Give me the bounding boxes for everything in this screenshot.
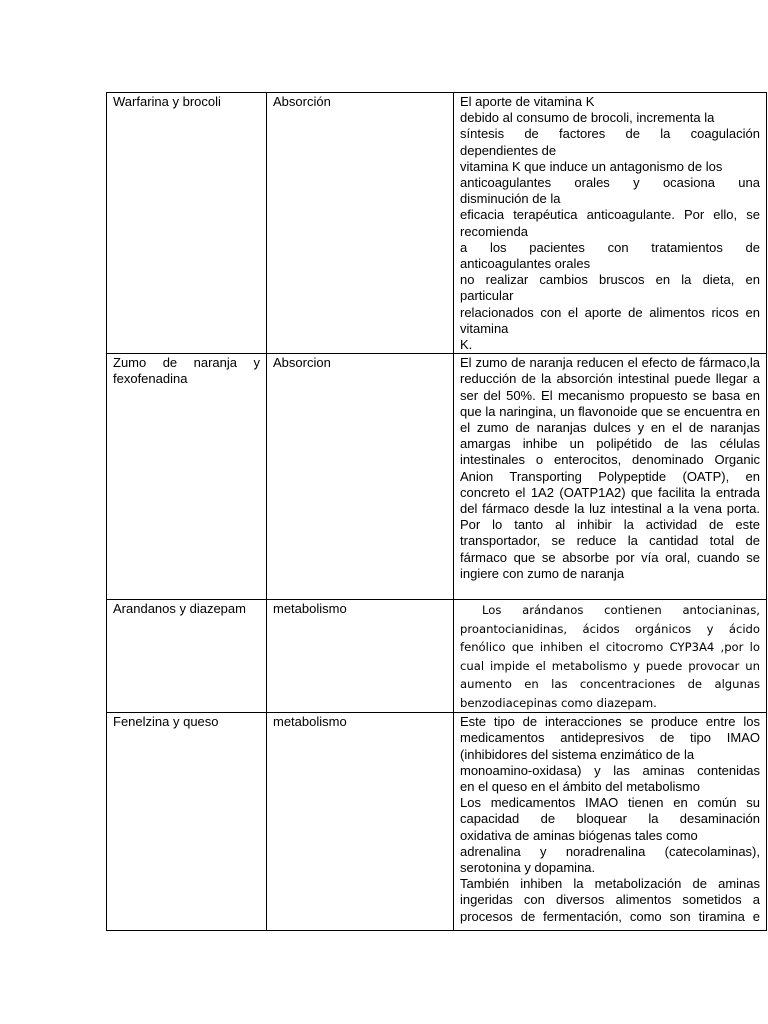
description-line: También inhiben la metabolización de aminas xyxy=(460,876,760,892)
description-line: capacidad de bloquear la desaminación xyxy=(460,811,760,827)
description-line: ingeridas con diversos alimentos sometidos a xyxy=(460,892,760,908)
description-line: oxidativa de aminas biógenas tales como xyxy=(460,827,698,843)
process-cell: metabolismo xyxy=(267,713,454,931)
description-line: K. xyxy=(460,337,473,353)
table-row xyxy=(107,713,767,931)
interactions-table xyxy=(106,92,767,931)
description-text: Los arándanos contienen antocianinas, proantocianidinas, ácidos orgánicos y ácido fenólico que inhiben el citocromo CYP3A4 ,por lo cual impide el metabolismo y puede provocar un aumento en las concentraciones de algunas benzodiacepinas como diazepam. xyxy=(460,603,760,710)
description-line: relacionados con el aporte de alimentos ricos en xyxy=(460,304,760,320)
description-line: particular xyxy=(460,288,514,304)
description-line: anticoagulantes orales xyxy=(460,256,591,272)
description-line: procesos de fermentación, como son tiramina e xyxy=(460,908,760,924)
description-cell xyxy=(454,600,767,713)
interaction-cell: Zumo de naranja y fexofenadina xyxy=(107,354,267,600)
description-line: Este tipo de interacciones se produce entre los xyxy=(460,714,760,730)
description-line: medicamentos antidepresivos de tipo IMAO xyxy=(460,730,760,746)
description-lines xyxy=(460,714,760,930)
interaction-cell: Warfarina y brocoli xyxy=(107,93,267,354)
interaction-cell: Fenelzina y queso xyxy=(107,713,267,931)
description-line: (inhibidores del sistema enzimático de la xyxy=(460,746,695,762)
description-line: monoamino-oxidasa) y las aminas contenidas xyxy=(460,762,760,778)
description-cell xyxy=(454,354,767,600)
description-line: serotonina y dopamina. xyxy=(460,860,596,876)
interaction-cell: Arandanos y diazepam xyxy=(107,600,267,713)
description-line: vitamina xyxy=(460,320,509,336)
description-line: anticoagulantes orales y ocasiona una xyxy=(460,175,760,191)
process-cell: metabolismo xyxy=(267,600,454,713)
description-line: vitamina K que induce un antagonismo de los xyxy=(460,158,723,174)
description-line: a los pacientes con tratamientos de xyxy=(460,239,760,255)
description-line: Los medicamentos IMAO tienen en común su xyxy=(460,795,760,811)
description-cell xyxy=(454,713,767,931)
table-row xyxy=(107,600,767,713)
description-text: El zumo de naranja reducen el efecto de fármaco,la reducción de la absorción intestinal puede llegar a ser del 50%. El mecanismo propuesto se basa en que la naringina, un flavonoide que se encuentra en el zumo de naranjas dulces y en el de naranjas amargas inhibe un polipétido de las células intestinales o enterocitos, denominado Organic Anion Transporting Polypeptide (OATP), en concreto el 1A2 (OATP1A2) que facilita la entrada del fármaco desde la luz intestinal a la vena porta. Por lo tanto al inhibir la actividad de este transportador, se reduce la cantidad total de fármaco que se absorbe por vía oral, cuando se ingiere con zumo de naranja xyxy=(460,355,760,581)
description-line: dependientes de xyxy=(460,142,557,158)
table-row xyxy=(107,354,767,600)
process-cell: Absorcion xyxy=(267,354,454,600)
description-cell xyxy=(454,93,767,354)
table-row xyxy=(107,93,767,354)
description-line: no realizar cambios bruscos en la dieta, en xyxy=(460,272,760,288)
description-line: en el queso en el ámbito del metabolismo xyxy=(460,779,700,795)
description-line: disminución de la xyxy=(460,191,561,207)
description-line: El aporte de vitamina K xyxy=(460,94,595,109)
process-cell: Absorción xyxy=(267,93,454,354)
description-line: debido al consumo de brocoli, incrementa la xyxy=(460,110,715,126)
description-line: eficacia terapéutica anticoagulante. Por ello, se xyxy=(460,207,760,223)
description-lines xyxy=(460,94,760,353)
description-line: recomienda xyxy=(460,223,528,239)
description-line: síntesis de factores de la coagulación xyxy=(460,126,760,142)
description-line: adrenalina y noradrenalina (catecolaminas), xyxy=(460,843,760,859)
